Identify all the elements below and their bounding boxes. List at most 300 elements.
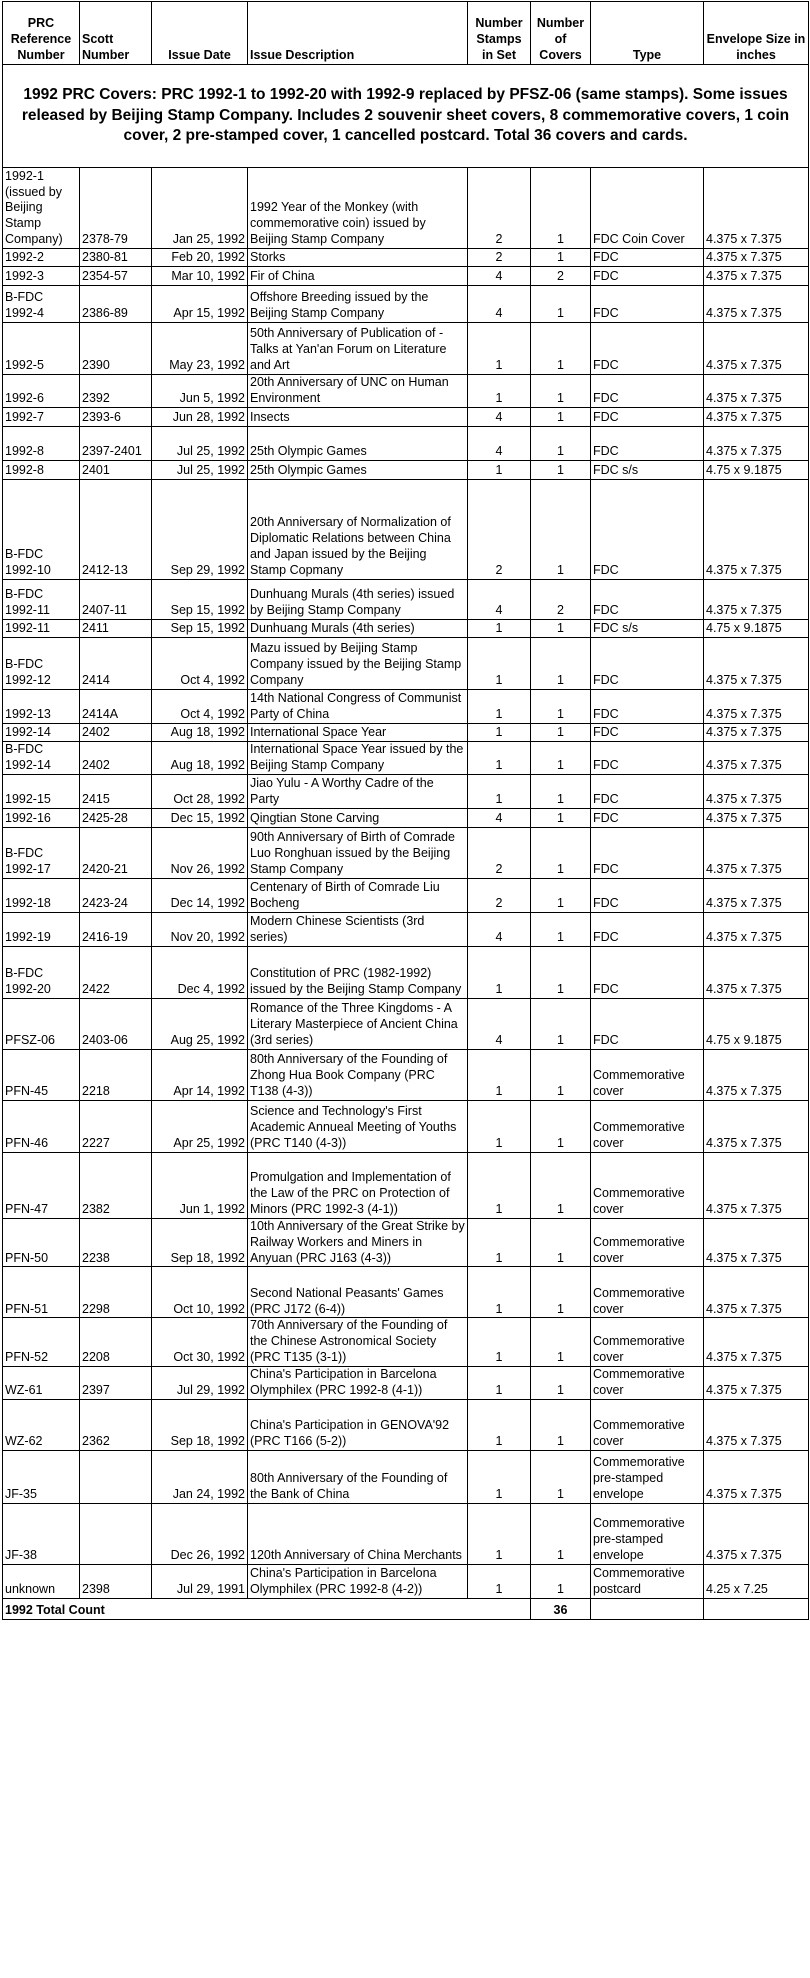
cell-date: Sep 15, 1992: [152, 579, 248, 619]
cell-covers: 1: [531, 168, 591, 249]
cell-date: Feb 20, 1992: [152, 249, 248, 267]
cell-ref: unknown: [3, 1565, 80, 1599]
cell-size: 4.375 x 7.375: [704, 1318, 809, 1367]
header-desc: Issue Description: [248, 2, 468, 65]
cell-ref: PFSZ-06: [3, 998, 80, 1049]
cell-stamps: 1: [468, 774, 531, 808]
cell-desc: 50th Anniversary of Publication of - Talks at Yan'an Forum on Literature and Art: [248, 323, 468, 375]
cell-covers: 1: [531, 1267, 591, 1318]
header-date: Issue Date: [152, 2, 248, 65]
cell-desc: 80th Anniversary of the Founding of the Bank of China: [248, 1451, 468, 1504]
table-row: [3, 1504, 809, 1565]
cell-type: FDC: [591, 808, 704, 827]
cell-type: FDC: [591, 998, 704, 1049]
table-row: [3, 774, 809, 808]
cell-scott: 2390: [80, 323, 152, 375]
cell-ref: 1992-8: [3, 460, 80, 479]
cell-date: Jan 24, 1992: [152, 1451, 248, 1504]
cell-type: Commemorative cover: [591, 1100, 704, 1152]
total-blank: [704, 1599, 809, 1620]
cell-stamps: 4: [468, 286, 531, 323]
cell-covers: 1: [531, 375, 591, 408]
cell-size: 4.25 x 7.25: [704, 1565, 809, 1599]
cell-type: Commemorative postcard: [591, 1565, 704, 1599]
table-row: [3, 1152, 809, 1218]
table-row: [3, 1218, 809, 1267]
cell-size: 4.75 x 9.1875: [704, 460, 809, 479]
cell-covers: 1: [531, 460, 591, 479]
cell-scott: 2208: [80, 1318, 152, 1367]
table-row: [3, 1451, 809, 1504]
cell-covers: 1: [531, 426, 591, 460]
cell-stamps: 4: [468, 808, 531, 827]
cell-desc: International Space Year: [248, 723, 468, 741]
cell-ref: PFN-51: [3, 1267, 80, 1318]
cell-ref: 1992-7: [3, 407, 80, 426]
cell-scott: 2354-57: [80, 267, 152, 286]
cell-stamps: 1: [468, 1100, 531, 1152]
cell-size: 4.375 x 7.375: [704, 1504, 809, 1565]
cell-scott: 2414: [80, 637, 152, 689]
cell-stamps: 2: [468, 827, 531, 878]
cell-covers: 1: [531, 689, 591, 723]
cell-type: Commemorative cover: [591, 1367, 704, 1400]
cell-stamps: 1: [468, 1152, 531, 1218]
table-row: [3, 323, 809, 375]
header-covers: Number of Covers: [531, 2, 591, 65]
cell-covers: 1: [531, 827, 591, 878]
header-size: Envelope Size in inches: [704, 2, 809, 65]
total-blank: [248, 1599, 468, 1620]
cell-covers: 1: [531, 912, 591, 946]
cell-scott: 2422: [80, 946, 152, 998]
cell-stamps: 4: [468, 998, 531, 1049]
cell-date: Jun 5, 1992: [152, 375, 248, 408]
total-covers: 36: [531, 1599, 591, 1620]
cell-scott: 2414A: [80, 689, 152, 723]
cell-type: Commemorative pre-stamped envelope: [591, 1504, 704, 1565]
cell-scott: 2238: [80, 1218, 152, 1267]
cell-scott: 2227: [80, 1100, 152, 1152]
cell-scott: [80, 1451, 152, 1504]
table-row: [3, 619, 809, 637]
table-row: [3, 1267, 809, 1318]
cell-covers: 1: [531, 323, 591, 375]
cell-ref: PFN-52: [3, 1318, 80, 1367]
cell-desc: Modern Chinese Scientists (3rd series): [248, 912, 468, 946]
total-row: [3, 1599, 809, 1620]
cell-covers: 1: [531, 619, 591, 637]
cell-type: FDC: [591, 774, 704, 808]
cell-ref: 1992-14: [3, 723, 80, 741]
cell-type: FDC: [591, 286, 704, 323]
cell-stamps: 2: [468, 168, 531, 249]
cell-covers: 2: [531, 579, 591, 619]
cell-size: 4.375 x 7.375: [704, 1152, 809, 1218]
cell-type: FDC: [591, 407, 704, 426]
cell-scott: 2393-6: [80, 407, 152, 426]
total-label: 1992 Total Count: [3, 1599, 152, 1620]
cell-size: 4.375 x 7.375: [704, 426, 809, 460]
cell-desc: Mazu issued by Beijing Stamp Company issued by the Beijing Stamp Company: [248, 637, 468, 689]
cell-stamps: 4: [468, 912, 531, 946]
cell-date: Dec 26, 1992: [152, 1504, 248, 1565]
cell-date: Dec 4, 1992: [152, 946, 248, 998]
cell-scott: 2403-06: [80, 998, 152, 1049]
cell-date: Jul 25, 1992: [152, 460, 248, 479]
cell-stamps: 1: [468, 1367, 531, 1400]
cell-size: 4.375 x 7.375: [704, 946, 809, 998]
cell-stamps: 1: [468, 1049, 531, 1100]
cell-desc: 25th Olympic Games: [248, 460, 468, 479]
cell-scott: 2298: [80, 1267, 152, 1318]
cell-date: Nov 26, 1992: [152, 827, 248, 878]
header-ref: PRC Reference Number: [3, 2, 80, 65]
cell-desc: Qingtian Stone Carving: [248, 808, 468, 827]
cell-size: 4.375 x 7.375: [704, 1451, 809, 1504]
table-row: [3, 168, 809, 249]
cell-date: Jul 29, 1991: [152, 1565, 248, 1599]
banner-text: 1992 PRC Covers: PRC 1992-1 to 1992-20 with 1992-9 replaced by PFSZ-06 (same stamps). Some issues released by Beijing Stamp Company. Includes 2 souvenir sheet covers, 8 commemorative covers, 1 coin cover, 2 pre-stamped cover, 1 cancelled postcard. Total 36 covers and cards.: [3, 65, 809, 168]
cell-stamps: 1: [468, 1267, 531, 1318]
cell-type: FDC: [591, 946, 704, 998]
cell-stamps: 1: [468, 1565, 531, 1599]
cell-scott: 2423-24: [80, 878, 152, 912]
cell-covers: 1: [531, 1565, 591, 1599]
cell-date: Jan 25, 1992: [152, 168, 248, 249]
cell-ref: 1992-13: [3, 689, 80, 723]
table-row: [3, 946, 809, 998]
cell-size: 4.375 x 7.375: [704, 723, 809, 741]
cell-covers: 1: [531, 1218, 591, 1267]
cell-date: Nov 20, 1992: [152, 912, 248, 946]
cell-desc: Jiao Yulu - A Worthy Cadre of the Party: [248, 774, 468, 808]
cell-date: Mar 10, 1992: [152, 267, 248, 286]
table-row: [3, 998, 809, 1049]
cell-desc: 90th Anniversary of Birth of Comrade Luo Ronghuan issued by the Beijing Stamp Company: [248, 827, 468, 878]
cell-size: 4.375 x 7.375: [704, 689, 809, 723]
cell-scott: 2382: [80, 1152, 152, 1218]
cell-date: Jun 1, 1992: [152, 1152, 248, 1218]
cell-type: FDC s/s: [591, 619, 704, 637]
cell-stamps: 1: [468, 637, 531, 689]
cell-desc: Dunhuang Murals (4th series) issued by Beijing Stamp Company: [248, 579, 468, 619]
cell-covers: 1: [531, 998, 591, 1049]
cell-type: FDC Coin Cover: [591, 168, 704, 249]
cell-ref: JF-35: [3, 1451, 80, 1504]
cell-desc: Dunhuang Murals (4th series): [248, 619, 468, 637]
cell-stamps: 1: [468, 460, 531, 479]
table-row: [3, 1049, 809, 1100]
cell-date: Apr 14, 1992: [152, 1049, 248, 1100]
cell-desc: Fir of China: [248, 267, 468, 286]
cell-covers: 1: [531, 774, 591, 808]
cell-date: Sep 18, 1992: [152, 1400, 248, 1451]
cell-covers: 1: [531, 637, 591, 689]
cell-size: 4.375 x 7.375: [704, 1100, 809, 1152]
cell-date: Sep 18, 1992: [152, 1218, 248, 1267]
cell-size: 4.375 x 7.375: [704, 323, 809, 375]
cell-stamps: 1: [468, 619, 531, 637]
cell-scott: 2378-79: [80, 168, 152, 249]
table-row: [3, 375, 809, 408]
cell-scott: [80, 1504, 152, 1565]
cell-size: 4.375 x 7.375: [704, 878, 809, 912]
cell-size: 4.375 x 7.375: [704, 741, 809, 774]
cell-covers: 1: [531, 1318, 591, 1367]
cell-stamps: 1: [468, 741, 531, 774]
cell-date: Jun 28, 1992: [152, 407, 248, 426]
cell-desc: 80th Anniversary of the Founding of Zhong Hua Book Company (PRC T138 (4-3)): [248, 1049, 468, 1100]
cell-scott: 2402: [80, 741, 152, 774]
table-row: [3, 723, 809, 741]
cell-type: Commemorative cover: [591, 1400, 704, 1451]
cell-date: Oct 10, 1992: [152, 1267, 248, 1318]
cell-size: 4.75 x 9.1875: [704, 619, 809, 637]
cell-size: 4.375 x 7.375: [704, 808, 809, 827]
cell-ref: PFN-50: [3, 1218, 80, 1267]
cell-covers: 2: [531, 267, 591, 286]
cell-ref: 1992-5: [3, 323, 80, 375]
cell-covers: 1: [531, 286, 591, 323]
cell-ref: B-FDC 1992-14: [3, 741, 80, 774]
cell-scott: 2392: [80, 375, 152, 408]
cell-type: Commemorative pre-stamped envelope: [591, 1451, 704, 1504]
cell-ref: PFN-45: [3, 1049, 80, 1100]
cell-type: FDC: [591, 323, 704, 375]
cell-desc: Second National Peasants' Games (PRC J172 (6-4)): [248, 1267, 468, 1318]
cell-type: FDC: [591, 827, 704, 878]
cell-stamps: 1: [468, 1400, 531, 1451]
cell-date: Dec 15, 1992: [152, 808, 248, 827]
cell-ref: 1992-8: [3, 426, 80, 460]
cell-type: FDC: [591, 579, 704, 619]
cell-covers: 1: [531, 479, 591, 579]
cell-date: Jul 29, 1992: [152, 1367, 248, 1400]
cell-scott: 2412-13: [80, 479, 152, 579]
cell-desc: 20th Anniversary of UNC on Human Environment: [248, 375, 468, 408]
cell-size: 4.375 x 7.375: [704, 1367, 809, 1400]
cell-size: 4.375 x 7.375: [704, 375, 809, 408]
cell-covers: 1: [531, 1152, 591, 1218]
cell-size: 4.375 x 7.375: [704, 168, 809, 249]
cell-type: FDC: [591, 912, 704, 946]
cell-desc: 1992 Year of the Monkey (with commemorative coin) issued by Beijing Stamp Company: [248, 168, 468, 249]
cell-scott: 2398: [80, 1565, 152, 1599]
cell-covers: 1: [531, 723, 591, 741]
total-blank: [468, 1599, 531, 1620]
cell-type: FDC: [591, 267, 704, 286]
cell-scott: 2380-81: [80, 249, 152, 267]
cell-scott: 2386-89: [80, 286, 152, 323]
cell-size: 4.375 x 7.375: [704, 1400, 809, 1451]
header-type: Type: [591, 2, 704, 65]
cell-size: 4.375 x 7.375: [704, 1218, 809, 1267]
cell-date: Jul 25, 1992: [152, 426, 248, 460]
table-row: [3, 286, 809, 323]
table-row: [3, 827, 809, 878]
cell-stamps: 1: [468, 375, 531, 408]
cell-scott: 2397: [80, 1367, 152, 1400]
cell-type: Commemorative cover: [591, 1318, 704, 1367]
cell-date: Oct 30, 1992: [152, 1318, 248, 1367]
table-row: [3, 579, 809, 619]
cell-covers: 1: [531, 1100, 591, 1152]
cell-ref: JF-38: [3, 1504, 80, 1565]
cell-size: 4.375 x 7.375: [704, 1049, 809, 1100]
cell-covers: 1: [531, 741, 591, 774]
cell-scott: 2407-11: [80, 579, 152, 619]
cell-stamps: 1: [468, 323, 531, 375]
cell-size: 4.375 x 7.375: [704, 912, 809, 946]
cell-ref: 1992-2: [3, 249, 80, 267]
table-row: [3, 741, 809, 774]
cell-date: Oct 28, 1992: [152, 774, 248, 808]
cell-scott: 2416-19: [80, 912, 152, 946]
cell-date: Apr 25, 1992: [152, 1100, 248, 1152]
header-row: [3, 2, 809, 65]
cell-scott: 2401: [80, 460, 152, 479]
table-row: [3, 267, 809, 286]
cell-type: FDC: [591, 249, 704, 267]
cell-scott: 2411: [80, 619, 152, 637]
cell-stamps: 1: [468, 723, 531, 741]
table-row: [3, 1318, 809, 1367]
cell-desc: Offshore Breeding issued by the Beijing Stamp Company: [248, 286, 468, 323]
cell-scott: 2402: [80, 723, 152, 741]
header-stamps: Number Stamps in Set: [468, 2, 531, 65]
cell-desc: Storks: [248, 249, 468, 267]
cell-size: 4.375 x 7.375: [704, 249, 809, 267]
cell-stamps: 2: [468, 249, 531, 267]
cell-size: 4.375 x 7.375: [704, 407, 809, 426]
cell-type: FDC: [591, 723, 704, 741]
cell-type: FDC: [591, 689, 704, 723]
cell-covers: 1: [531, 407, 591, 426]
cell-ref: WZ-61: [3, 1367, 80, 1400]
cell-size: 4.375 x 7.375: [704, 637, 809, 689]
cell-scott: 2425-28: [80, 808, 152, 827]
total-blank: [591, 1599, 704, 1620]
cell-type: Commemorative cover: [591, 1152, 704, 1218]
cell-type: Commemorative cover: [591, 1267, 704, 1318]
cell-type: FDC: [591, 375, 704, 408]
cell-desc: 70th Anniversary of the Founding of the Chinese Astronomical Society (PRC T135 (3-1)): [248, 1318, 468, 1367]
cell-type: FDC: [591, 741, 704, 774]
cell-ref: 1992-16: [3, 808, 80, 827]
cell-ref: 1992-11: [3, 619, 80, 637]
cell-desc: Centenary of Birth of Comrade Liu Bocheng: [248, 878, 468, 912]
cell-date: Aug 25, 1992: [152, 998, 248, 1049]
cell-size: 4.75 x 9.1875: [704, 998, 809, 1049]
cell-ref: B-FDC 1992-20: [3, 946, 80, 998]
table-row: [3, 407, 809, 426]
table-row: [3, 1367, 809, 1400]
cell-size: 4.375 x 7.375: [704, 827, 809, 878]
cell-stamps: 1: [468, 1318, 531, 1367]
cell-ref: B-FDC 1992-4: [3, 286, 80, 323]
cell-type: FDC: [591, 479, 704, 579]
cell-desc: Science and Technology's First Academic Annueal Meeting of Youths (PRC T140 (4-3)): [248, 1100, 468, 1152]
table-row: [3, 426, 809, 460]
cell-ref: 1992-1 (issued by Beijing Stamp Company): [3, 168, 80, 249]
total-blank: [152, 1599, 248, 1620]
cell-stamps: 1: [468, 1451, 531, 1504]
cell-desc: China's Participation in Barcelona Olymphilex (PRC 1992-8 (4-1)): [248, 1367, 468, 1400]
cell-covers: 1: [531, 249, 591, 267]
cell-desc: Constitution of PRC (1982-1992) issued by the Beijing Stamp Company: [248, 946, 468, 998]
cell-desc: China's Participation in Barcelona Olymphilex (PRC 1992-8 (4-2)): [248, 1565, 468, 1599]
cell-type: FDC: [591, 426, 704, 460]
cell-desc: 10th Anniversary of the Great Strike by Railway Workers and Miners in Anyuan (PRC J163 (4-3)): [248, 1218, 468, 1267]
cell-size: 4.375 x 7.375: [704, 1267, 809, 1318]
cell-desc: Insects: [248, 407, 468, 426]
table-row: [3, 460, 809, 479]
table-row: [3, 808, 809, 827]
covers-table: [2, 1, 809, 1620]
cell-stamps: 1: [468, 689, 531, 723]
cell-date: Apr 15, 1992: [152, 286, 248, 323]
table-row: [3, 1565, 809, 1599]
cell-ref: 1992-19: [3, 912, 80, 946]
cell-desc: Romance of the Three Kingdoms - A Literary Masterpiece of Ancient China (3rd series): [248, 998, 468, 1049]
cell-covers: 1: [531, 1049, 591, 1100]
cell-date: Aug 18, 1992: [152, 741, 248, 774]
cell-ref: 1992-15: [3, 774, 80, 808]
cell-type: Commemorative cover: [591, 1218, 704, 1267]
cell-size: 4.375 x 7.375: [704, 774, 809, 808]
cell-date: Oct 4, 1992: [152, 637, 248, 689]
cell-stamps: 4: [468, 267, 531, 286]
cell-stamps: 1: [468, 1218, 531, 1267]
cell-ref: PFN-47: [3, 1152, 80, 1218]
cell-stamps: 2: [468, 479, 531, 579]
cell-date: Sep 15, 1992: [152, 619, 248, 637]
cell-ref: B-FDC 1992-12: [3, 637, 80, 689]
cell-ref: 1992-3: [3, 267, 80, 286]
cell-covers: 1: [531, 1367, 591, 1400]
header-scott: Scott Number: [80, 2, 152, 65]
cell-desc: 120th Anniversary of China Merchants: [248, 1504, 468, 1565]
cell-desc: 25th Olympic Games: [248, 426, 468, 460]
cell-covers: 1: [531, 1400, 591, 1451]
cell-type: Commemorative cover: [591, 1049, 704, 1100]
cell-scott: 2362: [80, 1400, 152, 1451]
cell-stamps: 4: [468, 407, 531, 426]
cell-ref: PFN-46: [3, 1100, 80, 1152]
table-row: [3, 1100, 809, 1152]
cell-size: 4.375 x 7.375: [704, 286, 809, 323]
cell-size: 4.375 x 7.375: [704, 267, 809, 286]
cell-scott: 2218: [80, 1049, 152, 1100]
cell-stamps: 1: [468, 946, 531, 998]
cell-desc: International Space Year issued by the Beijing Stamp Company: [248, 741, 468, 774]
table-row: [3, 912, 809, 946]
cell-ref: B-FDC 1992-17: [3, 827, 80, 878]
cell-covers: 1: [531, 1451, 591, 1504]
cell-scott: 2420-21: [80, 827, 152, 878]
cell-scott: 2415: [80, 774, 152, 808]
cell-stamps: 2: [468, 878, 531, 912]
cell-scott: 2397-2401: [80, 426, 152, 460]
cell-date: Oct 4, 1992: [152, 689, 248, 723]
cell-size: 4.375 x 7.375: [704, 579, 809, 619]
cell-date: Dec 14, 1992: [152, 878, 248, 912]
cell-size: 4.375 x 7.375: [704, 479, 809, 579]
cell-covers: 1: [531, 1504, 591, 1565]
cell-stamps: 1: [468, 1504, 531, 1565]
cell-type: FDC: [591, 637, 704, 689]
